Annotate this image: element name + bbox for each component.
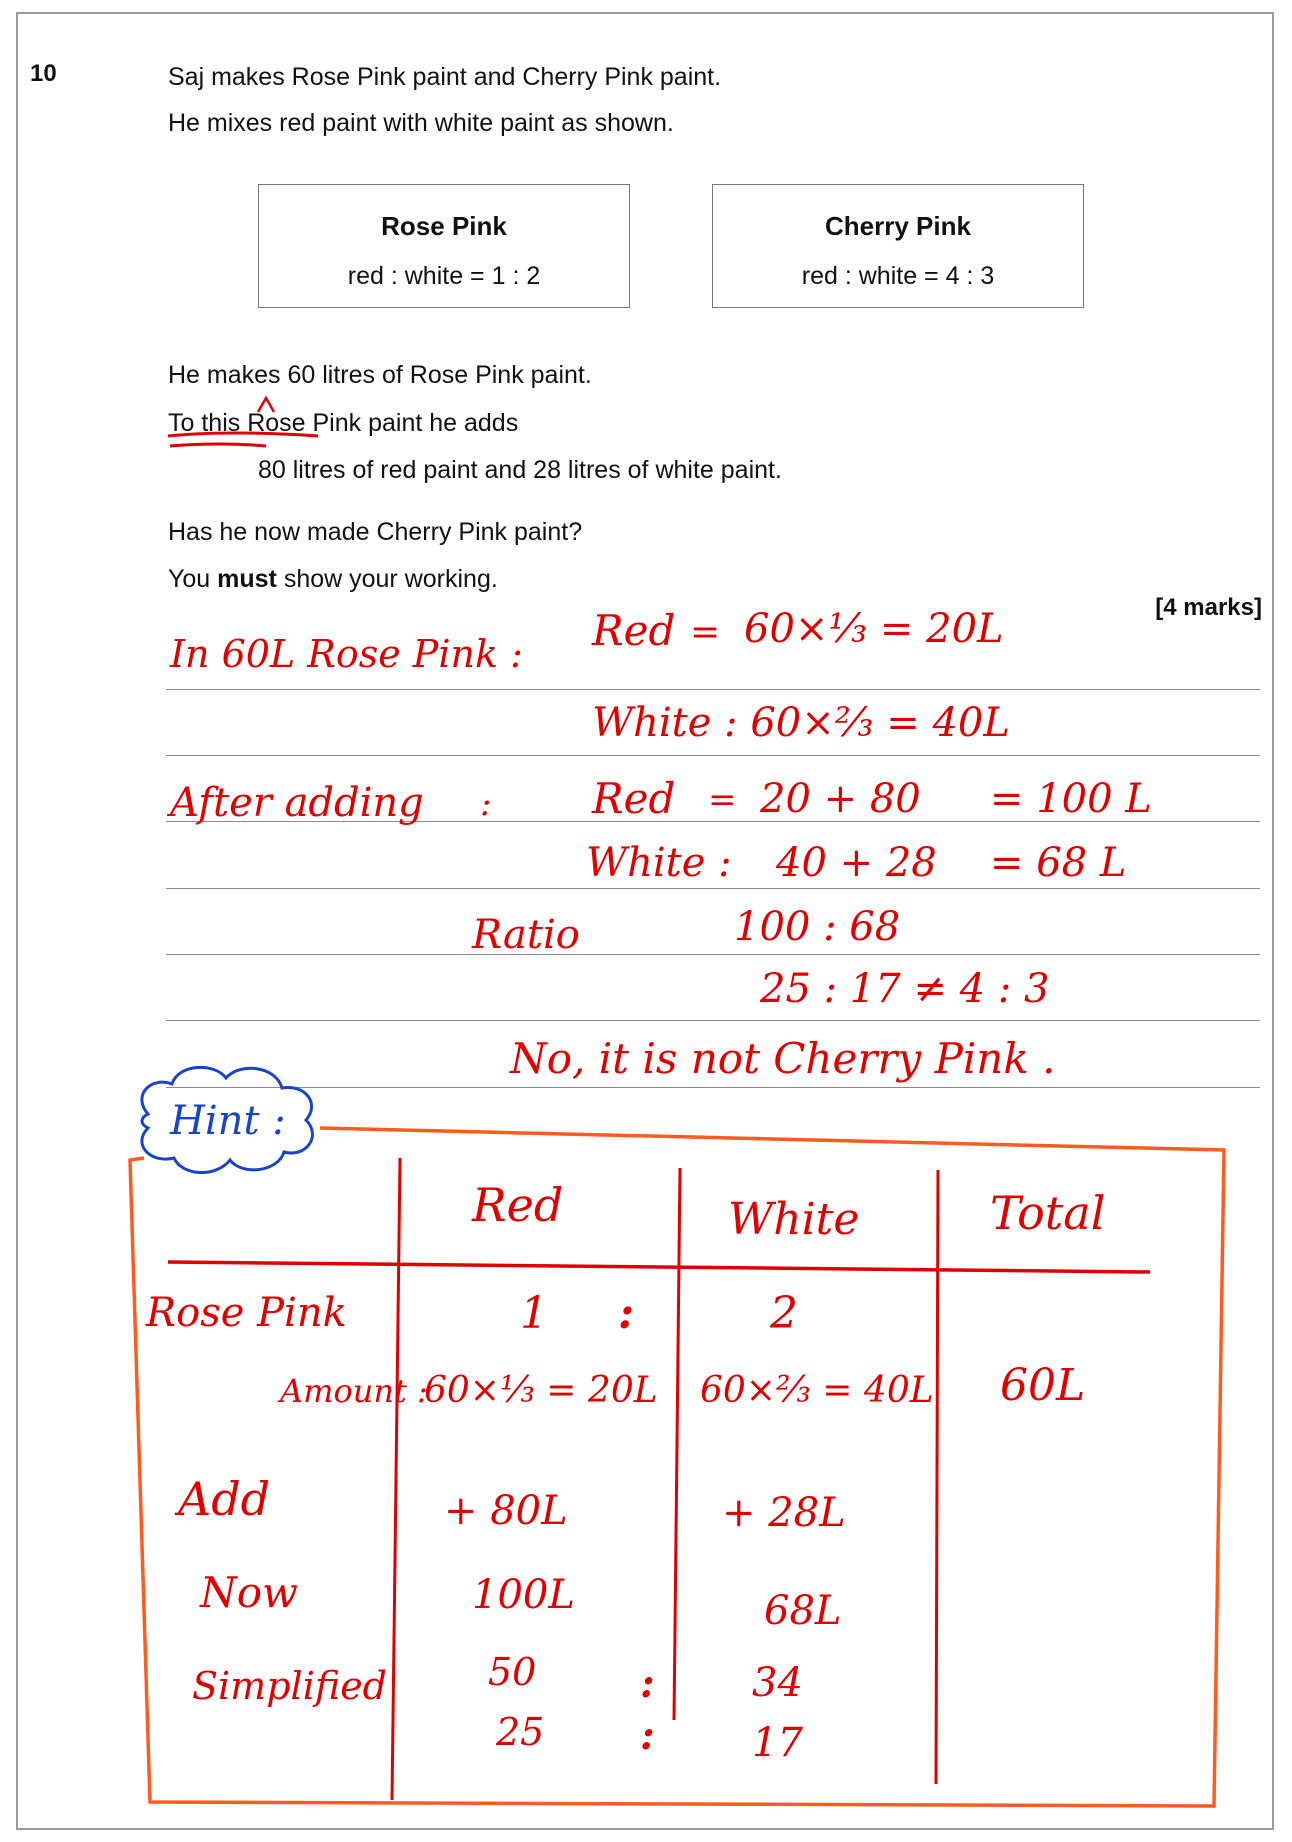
question-line-2: He mixes red paint with white paint as shown. xyxy=(168,109,674,137)
working-red2-sum: 20 + 80 xyxy=(760,776,921,822)
working-ratio-2: 25 : 17 ≠ 4 : 3 xyxy=(760,966,1050,1012)
working-in-60l: In 60L Rose Pink : xyxy=(170,632,523,676)
working-red-label: Red xyxy=(592,606,676,655)
hint-rose-red: 1 xyxy=(520,1288,548,1339)
hint-add-label: Add xyxy=(178,1472,271,1526)
hint-add-red: + 80L xyxy=(444,1488,568,1534)
caret-mark xyxy=(258,398,274,412)
cherry-pink-ratio: red : white = 4 : 3 xyxy=(801,262,995,290)
question-line-6: Has he now made Cherry Pink paint? xyxy=(168,518,583,546)
question-line-3: He makes 60 litres of Rose Pink paint. xyxy=(168,361,592,389)
hint-simp1-red: 50 xyxy=(488,1650,537,1694)
working-conclusion: No, it is not Cherry Pink . xyxy=(510,1034,1056,1083)
marks-label: [4 marks] xyxy=(1155,594,1262,621)
hint-simp2-red: 25 xyxy=(496,1710,545,1754)
underline-1 xyxy=(168,433,318,436)
working-after-colon: : xyxy=(480,784,492,824)
hint-label: Hint : xyxy=(170,1098,286,1144)
working-red-calc: 60×⅓ = 20L xyxy=(744,606,1004,652)
rose-pink-title: Rose Pink xyxy=(381,211,507,241)
hint-now-red: 100L xyxy=(472,1572,575,1618)
hint-rose-colon: : xyxy=(618,1288,635,1339)
hint-simplified-label: Simplified xyxy=(192,1664,388,1708)
working-ratio-1: 100 : 68 xyxy=(734,904,901,950)
must-emphasis: must xyxy=(217,565,277,593)
table-divider-2 xyxy=(674,1168,680,1720)
working-red2-result: = 100 L xyxy=(990,776,1152,822)
working-red-eq: = xyxy=(690,612,721,653)
question-line-4: To this Rose Pink paint he adds xyxy=(168,409,519,437)
question-line-1: Saj makes Rose Pink paint and Cherry Pink paint. xyxy=(168,63,722,91)
working-red2-label: Red xyxy=(592,774,676,823)
hint-amount-label: Amount : xyxy=(280,1372,428,1410)
table-divider-3 xyxy=(936,1170,938,1784)
hint-add-white: + 28L xyxy=(722,1490,846,1536)
hint-simp1-colon: : xyxy=(640,1660,655,1707)
table-divider-1 xyxy=(392,1158,400,1800)
working-white2-result: = 68 L xyxy=(990,840,1127,886)
hint-now-label: Now xyxy=(200,1568,298,1617)
question-number: 10 xyxy=(30,60,57,87)
hint-now-white: 68L xyxy=(764,1588,842,1634)
hint-header-red: Red xyxy=(472,1178,564,1232)
question-line-7: You must show your working. xyxy=(168,565,498,593)
underline-2 xyxy=(170,444,266,446)
hint-amount-white: 60×⅔ = 40L xyxy=(700,1370,934,1411)
table-header-rule xyxy=(168,1262,1150,1272)
working-ratio-label: Ratio xyxy=(472,912,580,958)
hint-simp1-white: 34 xyxy=(752,1660,803,1706)
working-red2-eq: = xyxy=(708,780,737,820)
hint-simp2-white: 17 xyxy=(752,1720,803,1766)
hint-header-white: White xyxy=(728,1194,860,1245)
hint-rose-pink: Rose Pink xyxy=(146,1290,347,1336)
working-white2-sum: 40 + 28 xyxy=(776,840,937,886)
hint-rose-white: 2 xyxy=(770,1288,798,1339)
hint-header-total: Total xyxy=(990,1186,1106,1240)
cherry-pink-title: Cherry Pink xyxy=(825,211,971,241)
working-white-calc: White : 60×⅔ = 40L xyxy=(592,700,1010,746)
rose-pink-ratio: red : white = 1 : 2 xyxy=(347,262,541,290)
hint-simp2-colon: : xyxy=(640,1712,655,1759)
hint-amount-red: 60×⅓ = 20L xyxy=(424,1370,658,1411)
working-white2-label: White : xyxy=(586,840,732,886)
question-line-5: 80 litres of red paint and 28 litres of white paint. xyxy=(258,456,782,484)
working-after-adding: After adding xyxy=(170,780,424,826)
hint-amount-total: 60L xyxy=(1000,1360,1086,1411)
